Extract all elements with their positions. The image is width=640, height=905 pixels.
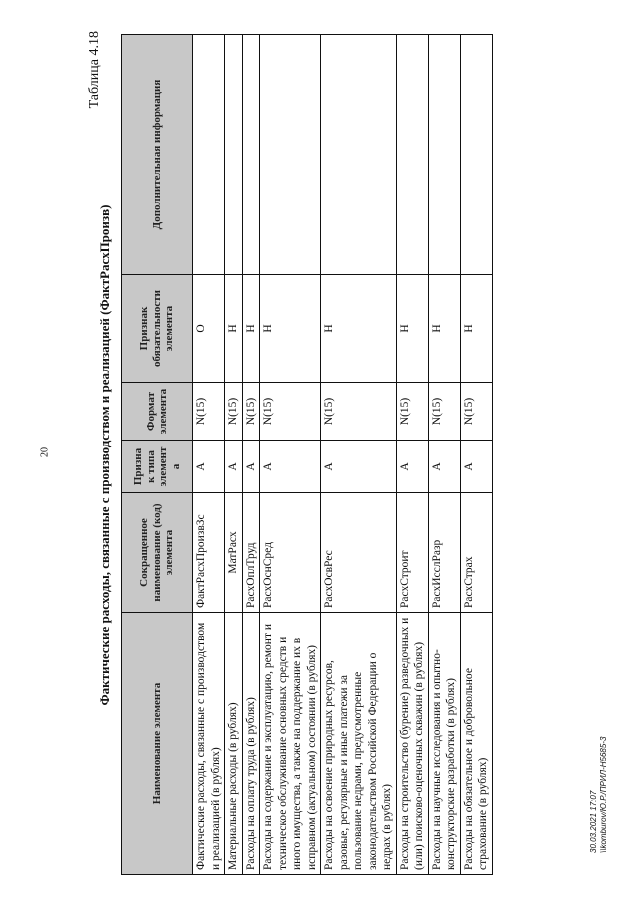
table-header-row (122, 35, 193, 875)
table-row (460, 35, 492, 875)
table-row (260, 35, 321, 875)
rotated-table-block (85, 25, 610, 885)
cell-name: Расходы на научные исследования и опытно-конструкторские разработки (в рублях) (428, 613, 460, 875)
cell-code: РасхСтрах (460, 493, 492, 613)
cell-info (193, 35, 225, 275)
cell-info (225, 35, 243, 275)
cell-format: N(15) (321, 383, 397, 441)
table-row (193, 35, 225, 875)
cell-format: N(15) (428, 383, 460, 441)
cell-code: МатРасх (225, 493, 243, 613)
cell-name: Расходы на оплату труда (в рублях) (242, 613, 260, 875)
cell-required: О (193, 275, 225, 383)
table-row (225, 35, 243, 875)
cell-type: А (225, 441, 243, 493)
cell-code: РасхИсслРазр (428, 493, 460, 613)
cell-name: Расходы на освоение природных ресурсов, разовые, регулярные и иные платежи за пользование недрами, предусмотренные законодательством Российской Федерации о недрах (в рублях) (321, 613, 397, 875)
cell-type: А (260, 441, 321, 493)
cell-code: РасхОплТруд (242, 493, 260, 613)
cell-info (321, 35, 397, 275)
cell-name: Расходы на обязательное и добровольное страхование (в рублях) (460, 613, 492, 875)
cell-code: РасхОснСред (260, 493, 321, 613)
cell-code: ФактРасхПроизвЗс (193, 493, 225, 613)
cell-name: Фактические расходы, связанные с производством и реализацией (в рублях) (193, 613, 225, 875)
cell-info (242, 35, 260, 275)
cell-required: Н (321, 275, 397, 383)
cell-format: N(15) (242, 383, 260, 441)
cell-type: А (242, 441, 260, 493)
cell-code: РасхОсвРес (321, 493, 397, 613)
header-element-name: Наименование элемента (122, 613, 193, 875)
cell-info (260, 35, 321, 275)
cell-type: А (321, 441, 397, 493)
cell-format: N(15) (396, 383, 428, 441)
table-row (321, 35, 397, 875)
cell-name: Расходы на содержание и эксплуатацию, ремонт и техническое обслуживание основных средств и иного имущества, а также на поддержание их в исправном (актуальном) состоянии (в рублях) (260, 613, 321, 875)
cell-info (428, 35, 460, 275)
cell-format: N(15) (260, 383, 321, 441)
table-row (428, 35, 460, 875)
table-row (242, 35, 260, 875)
cell-info (460, 35, 492, 275)
cell-required: Н (225, 275, 243, 383)
footer-date: 30.03.2021 17:07 (589, 790, 598, 853)
header-element-required: Признак обязательности элемента (122, 275, 193, 383)
header-element-type: Признак типа элемента (122, 441, 193, 493)
cell-code: РасхСтроит (396, 493, 428, 613)
document-title: Фактические расходы, связанные с производством и реализацией (ФактРасхПроизв) (97, 204, 112, 706)
cell-format: N(15) (225, 383, 243, 441)
cell-name: Материальные расходы (в рублях) (225, 613, 243, 875)
cell-name: Расходы на строительство (бурение) разведочных и (или) поисково-оценочных скважин (в рублях) (396, 613, 428, 875)
cell-format: N(15) (193, 383, 225, 441)
page-number: 20 (39, 447, 51, 457)
header-element-code: Сокращенное наименование (код) элемента (122, 493, 193, 613)
header-element-format: Формат элемента (122, 383, 193, 441)
cell-required: Н (242, 275, 260, 383)
table-row (396, 35, 428, 875)
cell-required: Н (460, 275, 492, 383)
cell-type: А (193, 441, 225, 493)
cell-required: Н (396, 275, 428, 383)
cell-type: А (428, 441, 460, 493)
elements-table (121, 34, 493, 875)
cell-type: А (460, 441, 492, 493)
header-additional-info: Дополнительная информация (122, 35, 193, 275)
cell-required: Н (428, 275, 460, 383)
cell-format: N(15) (460, 383, 492, 441)
footer-path: \\komburov/Ю.Р./ПРИЛ-Н5685-3 (599, 736, 608, 853)
cell-required: Н (260, 275, 321, 383)
table-label: Таблица 4.18 (87, 31, 102, 109)
cell-type: А (396, 441, 428, 493)
cell-info (396, 35, 428, 275)
